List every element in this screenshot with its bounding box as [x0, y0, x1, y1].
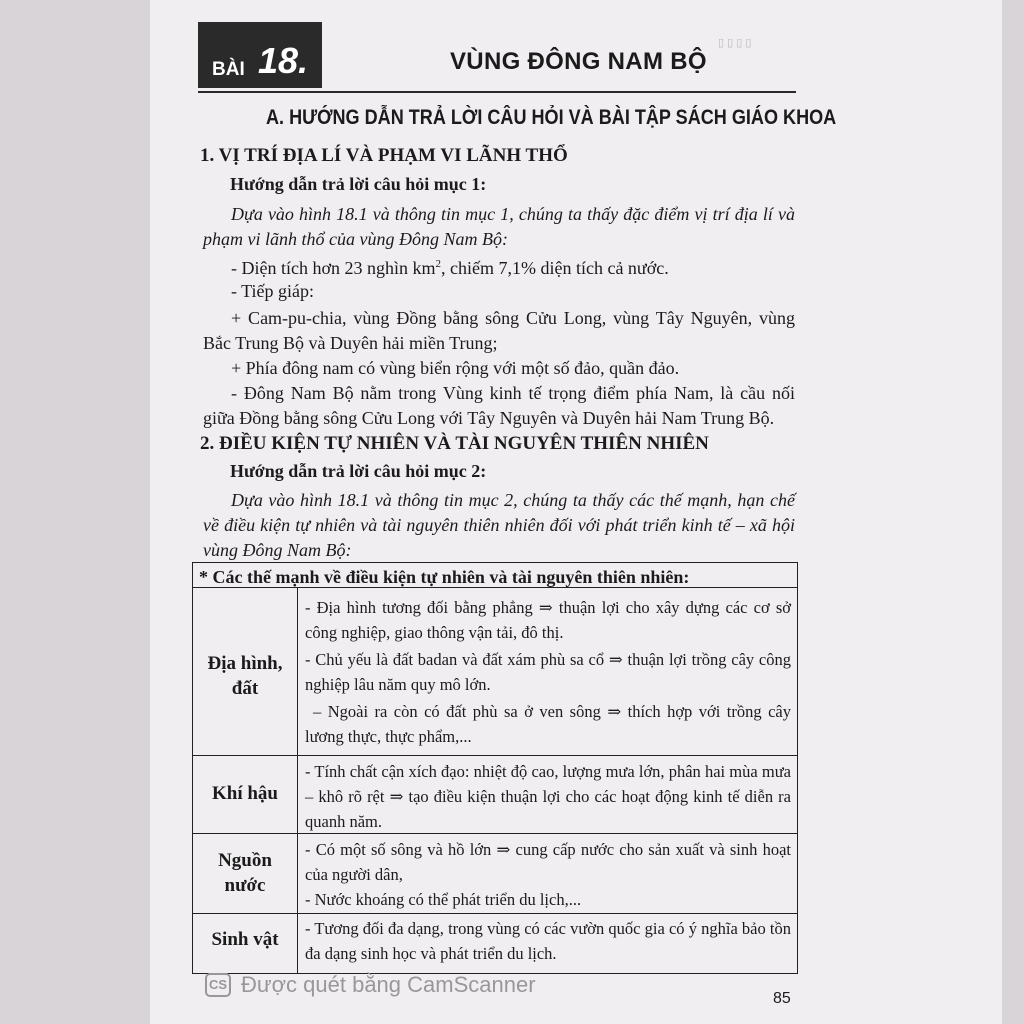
section1-area: [203, 252, 795, 281]
row-label-biology: [193, 927, 297, 952]
table-divider: [193, 913, 797, 914]
lesson-word: BÀI: [212, 59, 245, 80]
section1-border-label: - Tiếp giáp:: [231, 281, 315, 301]
lesson-number: 18.: [258, 40, 309, 81]
section2-intro: Dựa vào hình 18.1 và thông tin mục 2, chúng ta thấy các thế mạnh, hạn chế về điều kiện tự nhiên và tài nguyên thiên nhiên đối với phát triển kinh tế – xã hội vùng Đông Nam Bộ:: [203, 490, 795, 560]
table-cell-line: - Địa hình tương đối bằng phẳng ⇒ thuận lợi cho xây dựng các cơ sở công nghiệp, giao thông vận tải, đô thị.: [305, 598, 791, 642]
title-divider: [198, 91, 796, 93]
area-superscript: 2: [435, 258, 441, 270]
row-label-line: Địa hình,: [207, 653, 283, 674]
table-cell-line: - Tính chất cận xích đạo: nhiệt độ cao, lượng mưa lớn, phân hai mùa mưa – khô rõ rệt ⇒ tạo điều kiện thuận lợi cho các hoạt động kinh tế diễn ra quanh năm.: [305, 762, 791, 831]
row-label-line: Khí hậu: [211, 783, 278, 804]
table-column-divider: [297, 587, 298, 973]
table-cell-line: - Tương đối đa dạng, trong vùng có các vườn quốc gia có ý nghĩa bảo tồn đa dạng sinh học và phát triển du lịch.: [305, 919, 791, 963]
table-heading: * Các thế mạnh về điều kiện tự nhiên và tài nguyên thiên nhiên:: [199, 567, 690, 587]
watermark-text: Được quét bằng CamScanner: [241, 972, 536, 997]
row-label-climate: [193, 781, 297, 806]
row-label-line: Nguồn: [218, 850, 272, 871]
camscanner-logo-icon: CS: [205, 973, 231, 997]
table-divider: [193, 833, 797, 834]
row-label-line: nước: [224, 875, 266, 896]
table-divider: [193, 587, 797, 588]
page-number: 85: [773, 990, 791, 1007]
table-cell-line: - Chủ yếu là đất badan và đất xám phù sa cổ ⇒ thuận lợi trồng cây công nghiệp lâu năm quy mô lớn.: [305, 650, 791, 694]
area-text: - Diện tích hơn 23 nghìn km: [231, 258, 436, 278]
bleed-through: ▯ ▯ ▯ ▯: [718, 37, 752, 49]
row-label-terrain: [193, 651, 297, 701]
row-label-line: đất: [231, 678, 259, 699]
table-cell-line: - Nước khoáng có thể phát triển du lịch,...: [305, 890, 582, 909]
section2-heading: 2. ĐIỀU KIỆN TỰ NHIÊN VÀ TÀI NGUYÊN THIÊN NHIÊN: [200, 433, 709, 454]
section-a-heading: A. HƯỚNG DẪN TRẢ LỜI CÂU HỎI VÀ BÀI TẬP SÁCH GIÁO KHOA: [266, 106, 837, 129]
row-label-water: [193, 848, 297, 898]
lesson-badge: [198, 22, 322, 88]
section1-border1: + Cam-pu-chia, vùng Đồng bằng sông Cửu Long, vùng Tây Nguyên, vùng Bắc Trung Bộ và Duyên hải miền Trung;: [203, 308, 795, 353]
area-text-rest: , chiếm 7,1% diện tích cả nước.: [441, 258, 669, 278]
table-cell-line: - Có một số sông và hồ lớn ⇒ cung cấp nước cho sản xuất và sinh hoạt của người dân,: [305, 840, 791, 884]
section2-subheading: Hướng dẫn trả lời câu hỏi mục 2:: [230, 461, 487, 481]
table-cell-line: – Ngoài ra còn có đất phù sa ở ven sông ⇒ thích hợp với trồng cây lương thực, thực phẩm,...: [305, 702, 791, 746]
section1-economic: - Đông Nam Bộ nằm trong Vùng kinh tế trọng điểm phía Nam, là cầu nối giữa Đồng bằng sông Cửu Long với Tây Nguyên và Duyên hải Nam Trung Bộ.: [203, 383, 795, 428]
strengths-table: [192, 562, 798, 974]
lesson-title: VÙNG ĐÔNG NAM BỘ: [450, 48, 707, 75]
table-divider: [193, 755, 797, 756]
row-label-line: Sinh vật: [211, 929, 279, 950]
section1-border2: + Phía đông nam có vùng biển rộng với một số đảo, quần đảo.: [231, 358, 680, 378]
section1-heading: 1. VỊ TRÍ ĐỊA LÍ VÀ PHẠM VI LÃNH THỔ: [200, 145, 568, 166]
section1-intro: Dựa vào hình 18.1 và thông tin mục 1, chúng ta thấy đặc điểm vị trí địa lí và phạm vi lãnh thổ của vùng Đông Nam Bộ:: [203, 204, 795, 249]
section1-subheading: Hướng dẫn trả lời câu hỏi mục 1:: [230, 174, 487, 194]
